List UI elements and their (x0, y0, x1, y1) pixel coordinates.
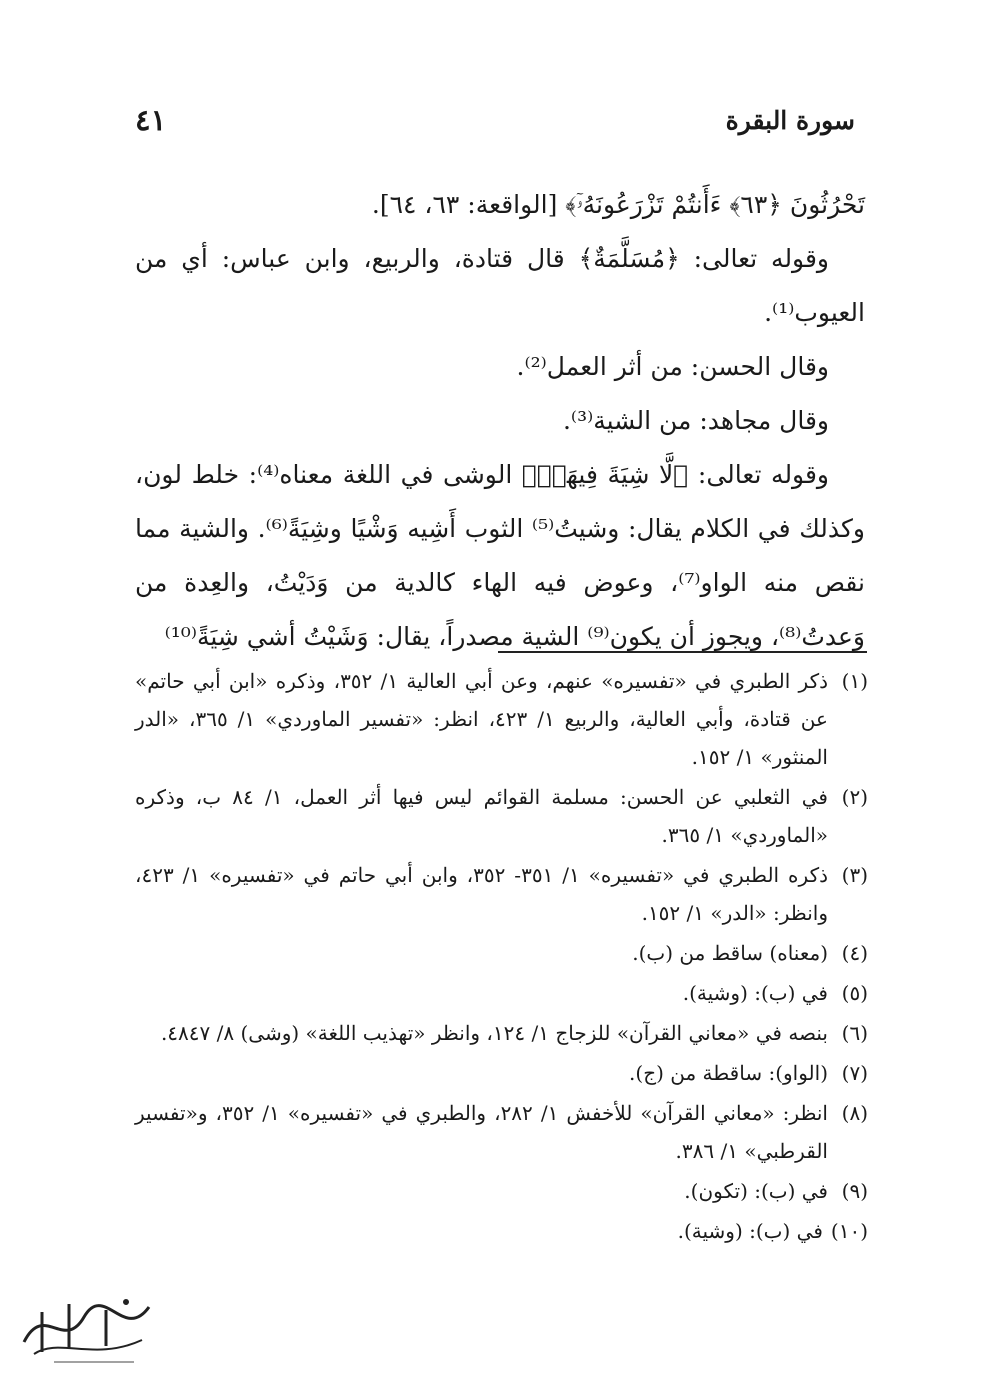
footnote-text: في (ب): (تكون). (684, 1179, 828, 1203)
footnote-divider (498, 651, 867, 653)
footnote-text: في (ب): (وشية). (677, 1219, 823, 1243)
footnote-number: (٧) (841, 1061, 868, 1085)
footnote-text: (معناه) ساقط من (ب). (632, 941, 828, 965)
footnote (135, 1014, 868, 1052)
footnotes (135, 662, 868, 1252)
main-paragraph: وقوله تعالى: ﴿مُسَلَّمَةٌ﴾ قال قتادة، والربيع، وابن عباس: أي من العيوب⁽¹⁾. (135, 244, 865, 327)
main-paragraph: وقال الحسن: من أثر العمل⁽²⁾. (516, 352, 829, 381)
footnote-text: (الواو): ساقطة من (ج). (629, 1061, 828, 1085)
footnote (135, 974, 868, 1012)
footnote-number: (٥) (841, 981, 868, 1005)
footnote (135, 1054, 868, 1092)
main-paragraph: تَحْرُثُونَ ﴿٦٣﴾ ءَأَنتُمْ تَزْرَعُونَهُۥٓ﴾ [الواقعة: ٦٣، ٦٤]. (371, 190, 865, 219)
main-paragraph: وقوله تعالى: ﴿لَّا شِيَةَ فِيهَاۚ﴾ الوشى في اللغة معناه⁽⁴⁾: خلط لون، وكذلك في الكلام يقال: وشيتُ⁽⁵⁾ الثوب أَشِيه وَشْيًا وشِيَةً⁽⁶⁾. والشية مما نقص منه الواو⁽⁷⁾، وعوض فيه الهاء كالدية من وَدَيْتُ، والعِدة من وَعدتُ⁽⁸⁾، ويجوز أن يكون⁽⁹⁾ الشية مصدراً، يقال: وَشَيْتُ أشي شِيَةً⁽¹⁰⁾ (135, 460, 865, 651)
footnote (135, 934, 868, 972)
main-paragraph: وقال مجاهد: من الشية⁽³⁾. (562, 406, 829, 435)
footnote (135, 1172, 868, 1210)
footnote-number: (٤) (841, 941, 868, 965)
page-number: ٤١ (135, 103, 167, 137)
footnote-text: بنصه في «معاني القرآن» للزجاج ١/ ١٢٤، وانظر «تهذيب اللغة» (وشى) ٨/ ٤٨٤٧. (160, 1021, 828, 1045)
footnote (135, 1094, 868, 1170)
footnote (135, 778, 868, 854)
footnote-text: ذكره الطبري في «تفسيره» ١/ ٣٥١- ٣٥٢، وابن أبي حاتم في «تفسيره» ١/ ٤٢٣، وانظر: «الدر» ١/ ١٥٢. (135, 863, 828, 925)
footnote-text: في (ب): (وشية). (682, 981, 828, 1005)
footnote-number: (١٠) (830, 1219, 868, 1243)
footnote-number: (٦) (841, 1021, 868, 1045)
footnote (135, 662, 868, 776)
footnote-number: (٢) (841, 785, 868, 809)
main-text (135, 178, 865, 664)
footnote (135, 1212, 868, 1250)
sura-title: سورة البقرة (725, 105, 855, 135)
footnote (135, 856, 868, 932)
page-header (135, 100, 855, 140)
footnote-text: ذكر الطبري في «تفسيره» عنهم، وعن أبي العالية ١/ ٣٥٢، وذكره «ابن أبي حاتم» عن قتادة، وأبي العالية، والربيع ١/ ٤٢٣، انظر: «تفسير الماوردي» ١/ ٣٦٥، «الدر المنثور» ١/ ١٥٢. (135, 669, 828, 769)
al-mustafa-logo-icon (14, 1282, 164, 1368)
footnote-number: (٣) (841, 863, 868, 887)
footnote-number: (٩) (841, 1179, 868, 1203)
footnote-text: انظر: «معاني القرآن» للأخفش ١/ ٢٨٢، والطبري في «تفسيره» ١/ ٣٥٢، و«تفسير القرطبي» ١/ ٣٨٦. (135, 1101, 828, 1163)
footnote-number: (١) (841, 669, 868, 693)
footnote-number: (٨) (841, 1101, 868, 1125)
footnote-text: في الثعلبي عن الحسن: مسلمة القوائم ليس فيها أثر العمل، ١/ ٨٤ ب، وذكره «الماوردي» ١/ ٣٦٥. (135, 785, 828, 847)
